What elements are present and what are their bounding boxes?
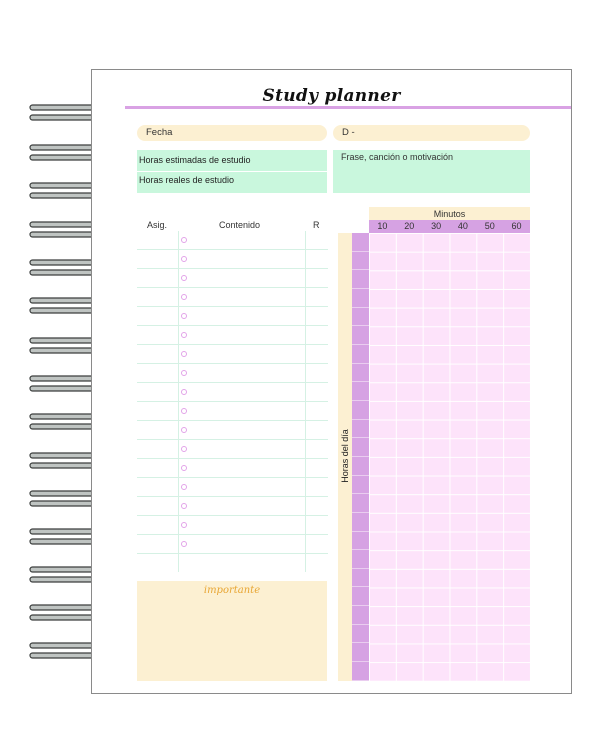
hour-cell[interactable]	[352, 476, 369, 495]
title-underline	[125, 106, 571, 109]
checkbox-circle-icon[interactable]	[181, 484, 187, 490]
task-row[interactable]	[137, 535, 328, 554]
checkbox-circle-icon[interactable]	[181, 465, 187, 471]
spiral-ring-icon	[30, 338, 91, 355]
day-label: D -	[342, 127, 355, 138]
spiral-binding	[0, 0, 91, 752]
checkbox-circle-icon[interactable]	[181, 370, 187, 376]
hour-cell[interactable]	[352, 364, 369, 383]
hour-cell[interactable]	[352, 625, 369, 644]
spiral-ring-icon	[30, 222, 91, 239]
hour-cell[interactable]	[352, 270, 369, 289]
hour-cell[interactable]	[352, 438, 369, 457]
task-row[interactable]	[137, 364, 328, 383]
hour-cell[interactable]	[352, 382, 369, 401]
hour-cell[interactable]	[352, 326, 369, 345]
importante-box[interactable]	[137, 581, 327, 681]
task-row[interactable]	[137, 231, 328, 250]
spiral-ring-icon	[30, 298, 91, 315]
estimated-hours-label: Horas estimadas de estudio	[139, 155, 251, 165]
spiral-ring-icon	[30, 605, 91, 622]
header-asig: Asig.	[147, 220, 168, 230]
minute-column-label: 30	[431, 221, 442, 231]
spiral-ring-icon	[30, 567, 91, 584]
time-grid[interactable]	[369, 233, 530, 681]
importante-label: importante	[203, 585, 261, 596]
hour-cell[interactable]	[352, 345, 369, 364]
motivation-label: Frase, canción o motivación	[341, 152, 454, 162]
minute-column-label: 10	[377, 221, 388, 231]
hour-cell[interactable]	[352, 662, 369, 681]
checkbox-circle-icon[interactable]	[181, 389, 187, 395]
checkbox-circle-icon[interactable]	[181, 275, 187, 281]
planner-page	[91, 69, 572, 694]
task-row[interactable]	[137, 497, 328, 516]
estimated-hours-field[interactable]	[137, 155, 327, 165]
spiral-ring-icon	[30, 260, 91, 277]
spiral-ring-icon	[30, 453, 91, 470]
hour-cell[interactable]	[352, 569, 369, 588]
minutes-header	[369, 220, 530, 233]
actual-hours-label: Horas reales de estudio	[139, 175, 235, 185]
hours-label: Horas del día	[340, 429, 350, 483]
checkbox-circle-icon[interactable]	[181, 408, 187, 414]
header-contenido: Contenido	[219, 220, 261, 230]
hour-cell[interactable]	[352, 308, 369, 327]
task-row[interactable]	[137, 459, 328, 478]
checkbox-circle-icon[interactable]	[181, 446, 187, 452]
task-row[interactable]	[137, 402, 328, 421]
task-row[interactable]	[137, 516, 328, 535]
checkbox-circle-icon[interactable]	[181, 294, 187, 300]
checkbox-circle-icon[interactable]	[181, 503, 187, 509]
minutes-title: Minutos	[369, 207, 530, 220]
header-r: R	[313, 220, 320, 230]
task-row[interactable]	[137, 326, 328, 345]
task-row[interactable]	[137, 440, 328, 459]
spiral-ring-icon	[30, 414, 91, 431]
minute-column-label: 50	[484, 221, 495, 231]
checkbox-circle-icon[interactable]	[181, 256, 187, 262]
hour-cell[interactable]	[352, 289, 369, 308]
hour-cell[interactable]	[352, 606, 369, 625]
date-field[interactable]	[137, 125, 327, 141]
checkbox-circle-icon[interactable]	[181, 351, 187, 357]
task-row[interactable]	[137, 345, 328, 364]
hour-cell[interactable]	[352, 494, 369, 513]
task-row[interactable]	[137, 478, 328, 497]
spiral-ring-icon	[30, 105, 91, 122]
date-label: Fecha	[146, 127, 173, 138]
hour-cell[interactable]	[352, 550, 369, 569]
hour-cell[interactable]	[352, 643, 369, 662]
task-row[interactable]	[137, 269, 328, 288]
spiral-ring-icon	[30, 643, 91, 660]
minute-column-label: 20	[404, 221, 415, 231]
checkbox-circle-icon[interactable]	[181, 237, 187, 243]
hour-cell[interactable]	[352, 401, 369, 420]
actual-hours-field[interactable]	[137, 171, 327, 185]
spiral-ring-icon	[30, 183, 91, 200]
minute-column-label: 40	[457, 221, 468, 231]
spiral-ring-icon	[30, 145, 91, 162]
spiral-ring-icon	[30, 491, 91, 508]
motivation-box[interactable]	[333, 150, 530, 193]
minute-column-label: 60	[511, 221, 522, 231]
checkbox-circle-icon[interactable]	[181, 522, 187, 528]
task-row[interactable]	[137, 288, 328, 307]
hour-cell[interactable]	[352, 252, 369, 271]
task-row[interactable]	[137, 307, 328, 326]
checkbox-circle-icon[interactable]	[181, 313, 187, 319]
spiral-ring-icon	[30, 376, 91, 393]
checkbox-circle-icon[interactable]	[181, 332, 187, 338]
hour-cell[interactable]	[352, 420, 369, 439]
page-title: Study planner	[262, 86, 401, 106]
hour-cell[interactable]	[352, 532, 369, 551]
hour-cell[interactable]	[352, 513, 369, 532]
checkbox-circle-icon[interactable]	[181, 427, 187, 433]
study-hours-box	[137, 150, 327, 193]
task-row[interactable]	[137, 250, 328, 269]
day-field[interactable]	[333, 125, 530, 141]
task-row[interactable]	[137, 383, 328, 402]
task-table	[137, 231, 328, 572]
hour-cell[interactable]	[352, 457, 369, 476]
hour-cell[interactable]	[352, 587, 369, 606]
task-row[interactable]	[137, 421, 328, 440]
hour-column	[352, 233, 369, 681]
hour-cell[interactable]	[352, 233, 369, 252]
spiral-ring-icon	[30, 529, 91, 546]
checkbox-circle-icon[interactable]	[181, 541, 187, 547]
